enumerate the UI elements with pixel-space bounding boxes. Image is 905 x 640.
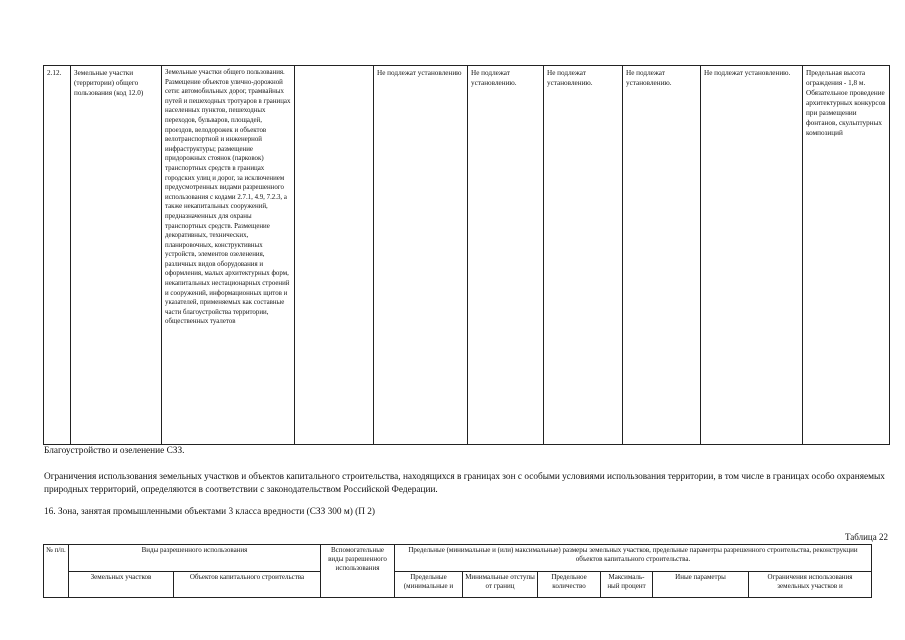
header-land-plots: Земельных участков [69, 572, 174, 598]
land-use-description: Земельные участки общего пользования. Размещение объектов улично-дорожной сети: автомобильных дорог, трамвайных путей и пешеходных тротуаров в границах населенных пунктов, пешеходных переходов, бульваров, площадей, проездов, велодорожек и объектов велотранспортной и инженерной инфраструктуры; размещение придорожных стоянок (парковок) транспортных средств в границах городских улиц и дорог, за исключением предусмотренных видами разрешенного использования с кодами 2.7.1, 4.9, 7.2.3, а также некапитальных сооружений, предназначенных для охраны транспортных средств. Размещение декоративных, технических, планировочных, конструктивных устройств, элементов озеленения, различных видов оборудования и оформления, малых архитектурных форм, некапитальных нестационарных строений и сооружений, информационных щитов и указателей, применяемых как составные части благоустройства территории, общественных туалетов [162, 66, 295, 445]
zone-table-header [43, 544, 872, 598]
land-use-type: Земельные участки (территории) общего пользования (код 12.0) [71, 66, 162, 445]
limit-cell-4: Не подлежат установлению. [623, 66, 701, 445]
restriction-cell: Предельная высота ограждения - 1,8 м. Обязательное проведение архитектурных конкурсов при размещении фонтанов, скульптурных композиций [803, 66, 890, 445]
limit-cell-3: Не подлежат установлению. [544, 66, 623, 445]
header-capital-objects: Объектов капитального строительства [174, 572, 321, 598]
header-percent: Максималь-ный процент [601, 572, 653, 598]
limit-cell-5: Не подлежат установлению. [701, 66, 803, 445]
header-restrictions: Ограничения использования земельных участков и [749, 572, 872, 598]
paragraph-landscaping: Благоустройство и озеленение СЗЗ. [44, 446, 185, 456]
zoning-table-continued [43, 65, 890, 445]
aux-uses-cell [295, 66, 374, 445]
header-permitted-uses: Виды разрешенного использования [69, 545, 321, 572]
header-other-params: Иные параметры [653, 572, 749, 598]
table-row [44, 66, 890, 445]
row-number: 2.12. [44, 66, 71, 445]
header-aux-uses: Вспомогательные виды разрешенного использования [321, 545, 395, 598]
table-caption: Таблица 22 [845, 532, 888, 542]
limit-cell-1: Не подлежат установлению [374, 66, 468, 445]
limit-cell-2: Не подлежат установлению. [468, 66, 544, 445]
header-limits: Предельные (минимальные и (или) максимальные) размеры земельных участков, предельные параметры разрешенного строительства, реконструкции объектов капитального строительства. [395, 545, 872, 572]
header-setbacks: Минимальные отступы от границ [463, 572, 538, 598]
paragraph-restrictions: Ограничения использования земельных участков и объектов капитального строительства, находящихся в границах зон с особыми условиями использования территории, в том числе в границах особо охраняемых природных территорий, определяются в соответствии с законодательством Российской Федерации. [44, 472, 885, 495]
header-plot-sizes: Предельные (минимальные и [395, 572, 463, 598]
header-count: Предельное количество [538, 572, 601, 598]
section-heading-zone: 16. Зона, занятая промышленными объектами 3 класса вредности (СЗЗ 300 м) (П 2) [44, 507, 376, 517]
header-number: № п/п. [44, 545, 69, 598]
